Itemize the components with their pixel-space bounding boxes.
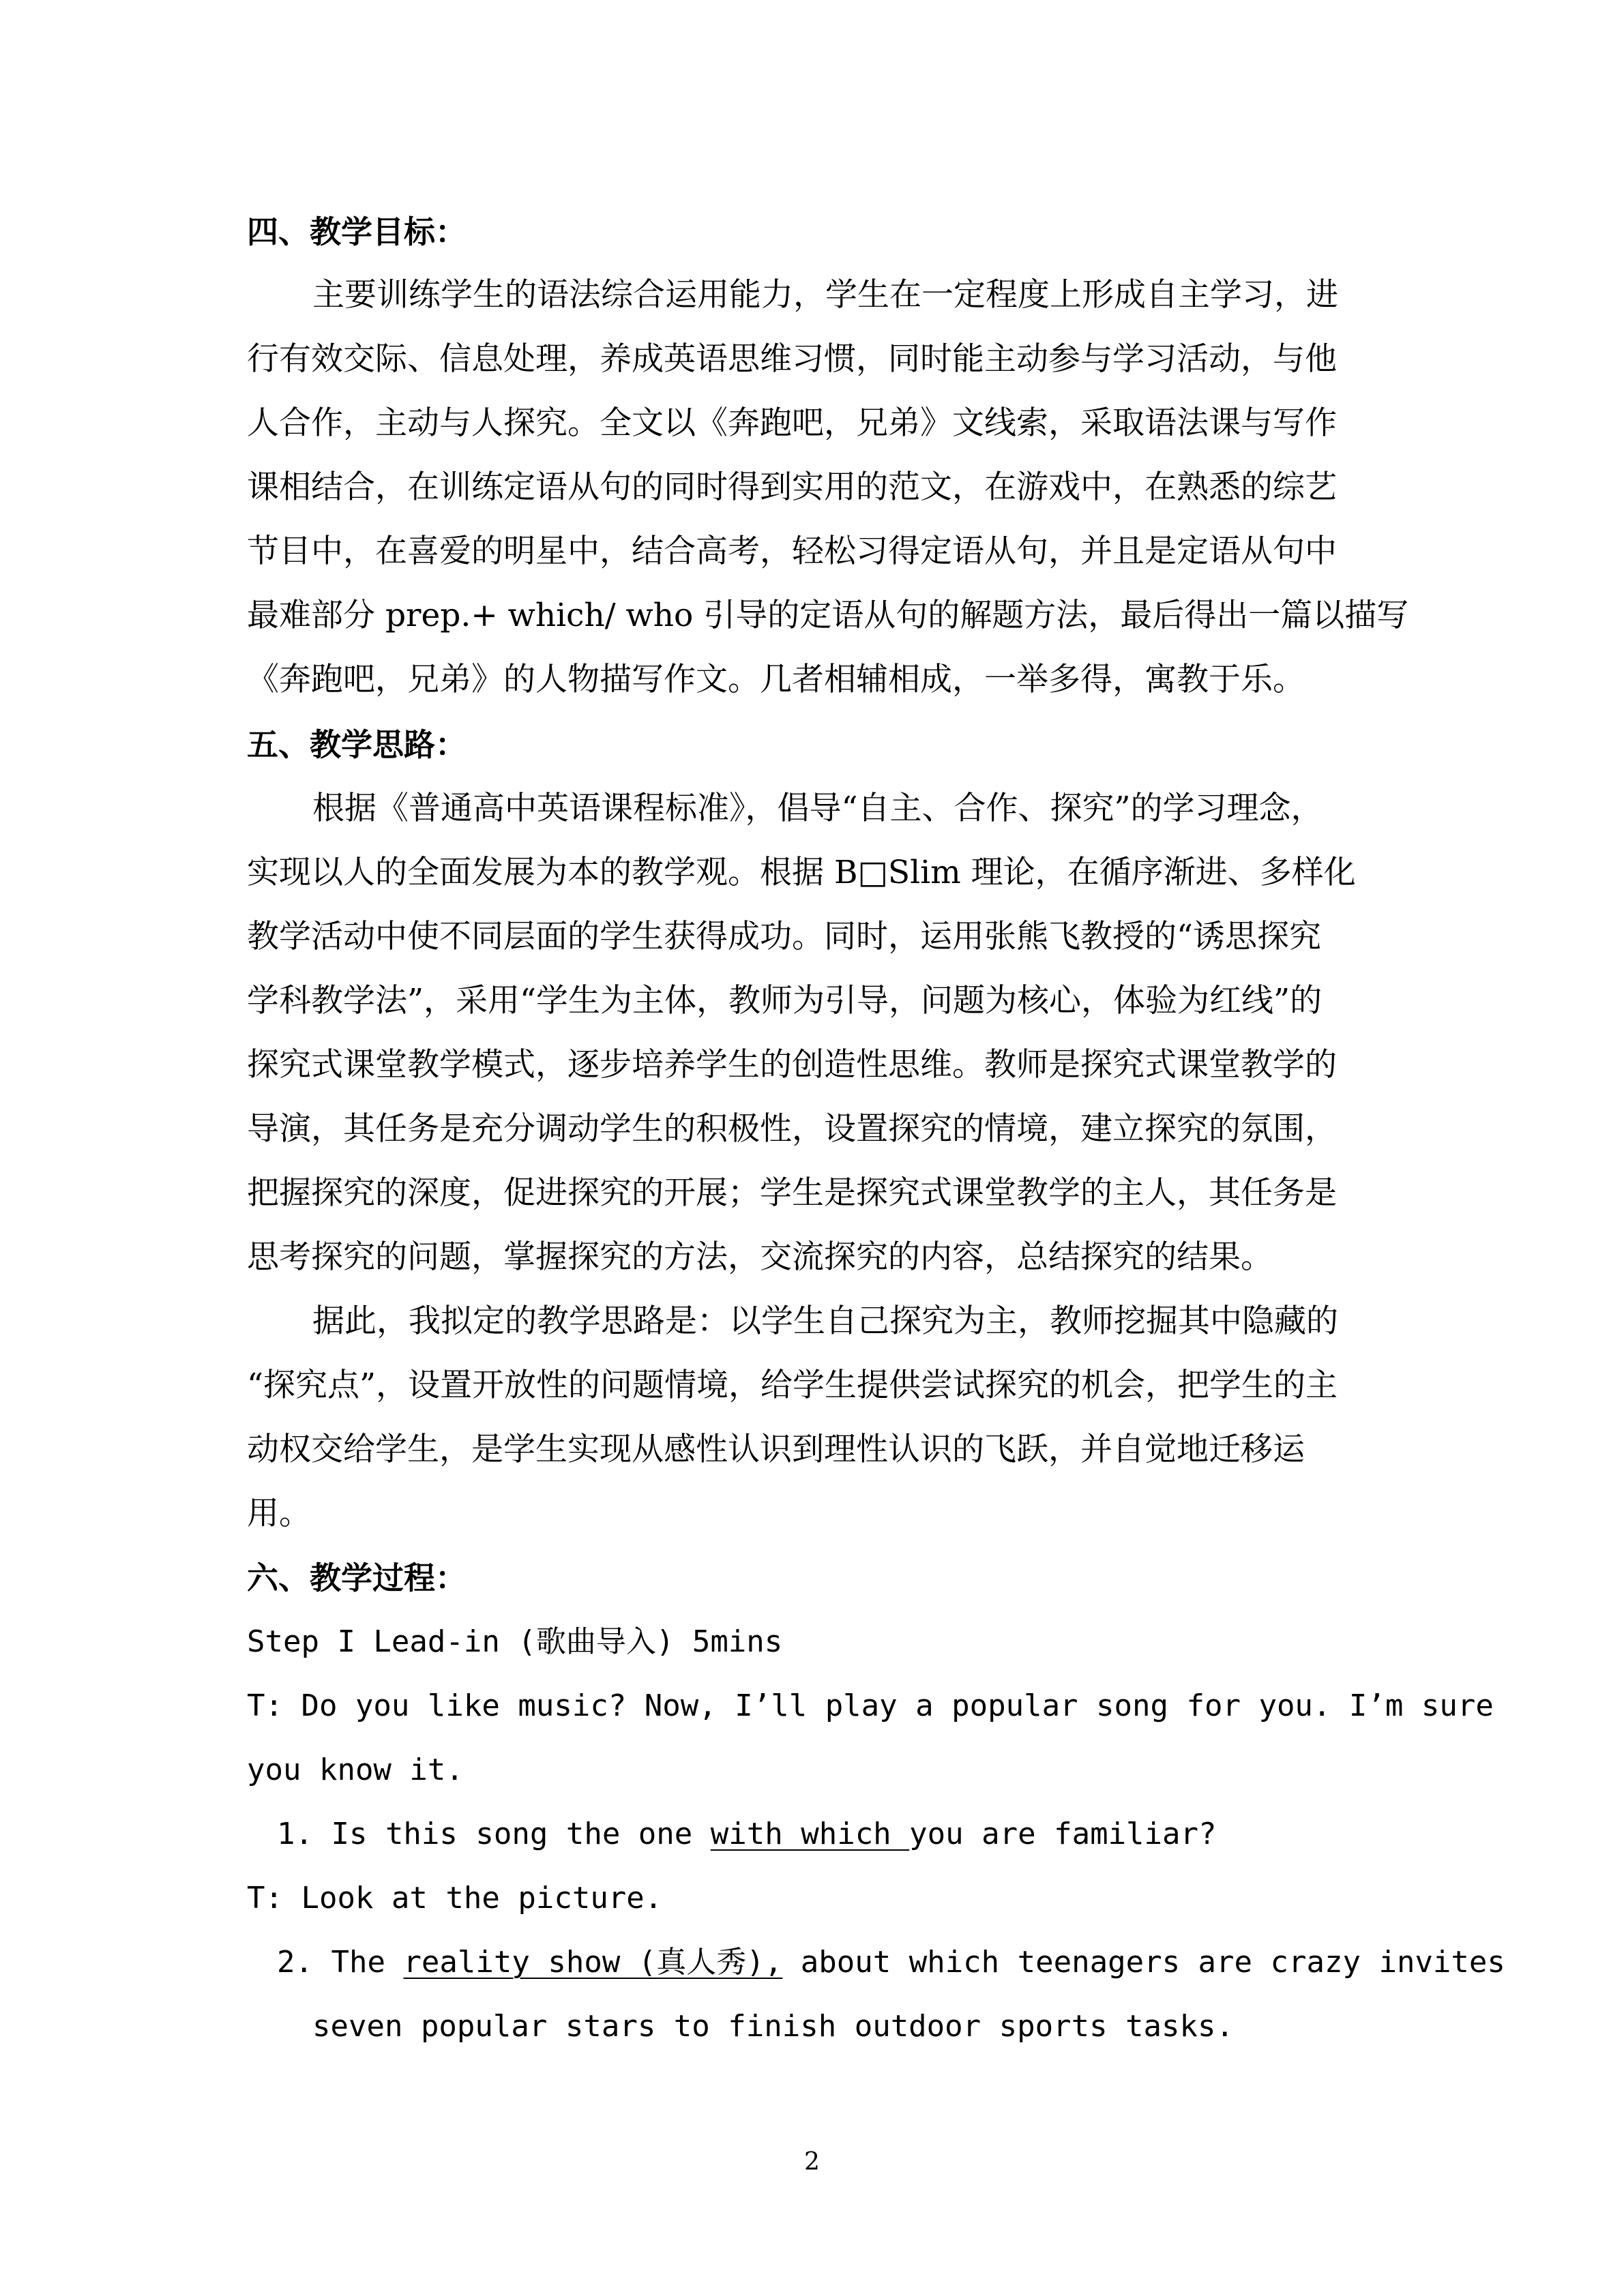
paragraph-line: 《奔跑吧，兄弟》的人物描写作文。几者相辅相成，一举多得，寓教于乐。 bbox=[247, 661, 1305, 698]
paragraph-line: 导演，其任务是充分调动学生的积极性，设置探究的情境，建立探究的氛围， bbox=[247, 1110, 1337, 1148]
paragraph-line: 学科教学法”，采用“学生为主体，教师为引导，问题为核心，体验为红线”的 bbox=[247, 982, 1323, 1019]
list-item-2 bbox=[277, 1942, 1505, 1983]
teacher-line-cont: you know it. bbox=[247, 1753, 464, 1787]
paragraph-line: 探究式课堂教学模式，逐步培养学生的创造性思维。教师是探究式课堂教学的 bbox=[247, 1046, 1337, 1084]
paragraph-line: 课相结合，在训练定语从句的同时得到实用的范文，在游戏中，在熟悉的综艺 bbox=[247, 468, 1337, 506]
section-heading-goals: 四、教学目标： bbox=[247, 213, 467, 250]
list-item-2-cont: seven popular stars to finish outdoor sports tasks. bbox=[312, 2009, 1235, 2044]
list-item-2-pre: 2. The bbox=[277, 1945, 404, 1980]
list-item-1-pre: 1. Is this song the one bbox=[277, 1817, 711, 1851]
paragraph-line: 动权交给学生，是学生实现从感性认识到理性认识的飞跃，并自觉地迁移运 bbox=[247, 1431, 1305, 1468]
paragraph-line: 把握探究的深度，促进探究的开展；学生是探究式课堂教学的主人，其任务是 bbox=[247, 1174, 1337, 1212]
paragraph-line: “探究点”，设置开放性的问题情境，给学生提供尝试探究的机会，把学生的主 bbox=[247, 1367, 1338, 1404]
teacher-line-2: T: Look at the picture. bbox=[247, 1881, 663, 1915]
section-heading-approach: 五、教学思路： bbox=[247, 726, 467, 763]
paragraph-line: 根据《普通高中英语课程标准》，倡导“自主、合作、探究”的学习理念， bbox=[312, 790, 1323, 827]
paragraph-line: 教学活动中使不同层面的学生获得成功。同时，运用张熊飞教授的“诱思探究 bbox=[247, 918, 1322, 955]
list-item-1 bbox=[277, 1814, 1217, 1855]
paragraph-line: 行有效交际、信息处理，养成英语思维习惯，同时能主动参与学习活动，与他 bbox=[247, 340, 1337, 378]
paragraph-line: 据此，我拟定的教学思路是：以学生自己探究为主，教师挖掘其中隐藏的 bbox=[312, 1302, 1338, 1340]
section-heading-process: 六、教学过程： bbox=[247, 1560, 467, 1596]
paragraph-line: 最难部分 prep.+ which/ who 引导的定语从句的解题方法，最后得出一篇以描写 bbox=[247, 597, 1409, 634]
paragraph-line: 思考探究的问题，掌握探究的方法，交流探究的内容，总结探究的结果。 bbox=[247, 1238, 1273, 1276]
teacher-line: T: Do you like music? Now, I’ll play a popular song for you. I’m sure bbox=[247, 1688, 1494, 1723]
page-number: 2 bbox=[804, 2148, 820, 2176]
paragraph-line: 实现以人的全面发展为本的教学观。根据 B□Slim 理论，在循序渐进、多样化 bbox=[247, 854, 1356, 891]
list-item-2-underlined: reality show (真人秀), bbox=[403, 1945, 783, 1980]
paragraph-line: 主要训练学生的语法综合运用能力，学生在一定程度上形成自主学习，进 bbox=[312, 276, 1338, 314]
paragraph-line: 用。 bbox=[247, 1495, 311, 1532]
list-item-2-post: about which teenagers are crazy invites bbox=[782, 1945, 1505, 1980]
step-title: Step I Lead-in (歌曲导入) 5mins bbox=[247, 1624, 783, 1659]
paragraph-line: 节目中，在喜爱的明星中，结合高考，轻松习得定语从句，并且是定语从句中 bbox=[247, 533, 1337, 570]
list-item-1-post: you are familiar? bbox=[909, 1817, 1217, 1851]
paragraph-line: 人合作，主动与人探究。全文以《奔跑吧，兄弟》文线索，采取语法课与写作 bbox=[247, 404, 1337, 442]
list-item-1-underlined: with which bbox=[710, 1817, 910, 1851]
